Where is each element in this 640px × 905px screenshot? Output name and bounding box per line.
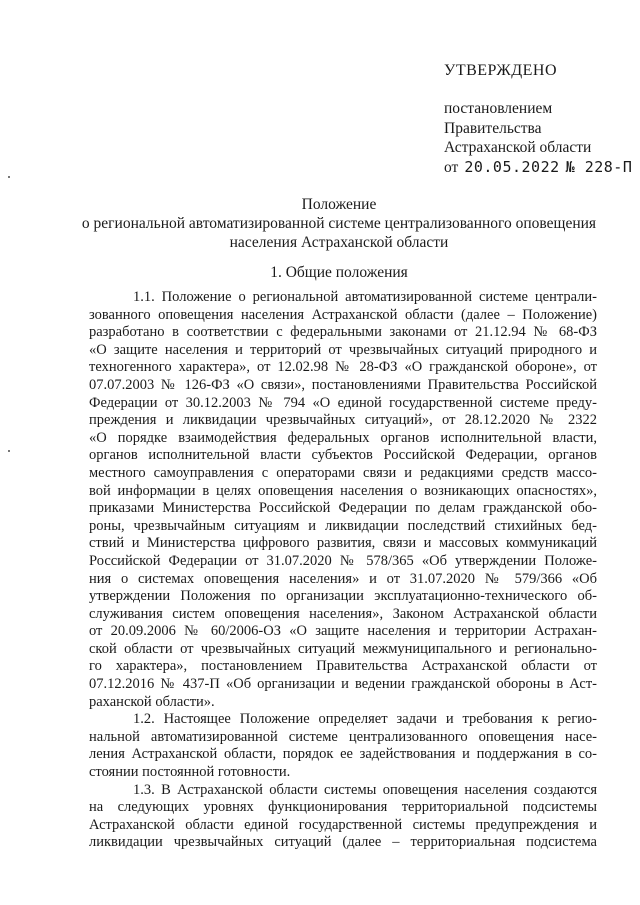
paragraph-line: 1.2. Настоящее Положение определяет задачи и требования к регио-	[133, 711, 597, 728]
scan-dot	[8, 450, 10, 452]
paragraph-line: разработано в соответствии с федеральными законами от 21.12.94 № 68-ФЗ	[89, 324, 597, 341]
paragraph-line: ликвидации чрезвычайных ситуаций (далее – территориальная подсистема	[89, 834, 597, 851]
paragraph-line: Федерации от 30.12.2003 № 794 «О единой государственной системе преду-	[89, 394, 597, 411]
paragraph-line: от 20.09.2006 № 60/2006-ОЗ «О защите населения и территории Астрахан-	[89, 623, 597, 640]
paragraph-line: на следующих уровнях функционирования территориальной подсистемы	[89, 799, 597, 816]
approval-stamp-block	[444, 62, 634, 177]
approval-date-value: 20.05.2022	[464, 157, 560, 176]
paragraph-line: зованного оповещения населения Астраханской области (далее – Положение)	[89, 306, 597, 323]
paragraph-line: 07.12.2016 № 437-П «Об организации и ведении гражданской обороны в Аст-	[89, 676, 597, 693]
paragraph	[89, 289, 597, 711]
approval-title: УТВЕРЖДЕНО	[444, 62, 558, 79]
paragraph-line: ствий и Министерства цифрового развития, связи и массовых коммуникаций	[89, 535, 597, 552]
paragraph	[89, 711, 597, 781]
paragraph-line: го характера», постановлением Правительства Астраханской области от	[89, 658, 597, 675]
paragraph-line: ской области от чрезвычайных ситуаций межмуниципального и регионально-	[89, 640, 597, 657]
document-title	[60, 195, 618, 252]
paragraph	[89, 782, 597, 852]
paragraph-line: вой информации в целях оповещения населения о возникающих опасностях»,	[89, 482, 597, 499]
paragraph-line: роны, чрезвычайным ситуациям и ликвидации последствий стихийных бед-	[89, 517, 597, 534]
approval-number-value: № 228-П	[565, 157, 633, 176]
paragraph-line: ния о системах оповещения населения» и от 31.07.2020 № 579/366 «Об	[89, 570, 597, 587]
paragraph-line: 07.07.2003 № 126-ФЗ «О связи», постановлениями Правительства Российской	[89, 376, 597, 393]
approval-line-2: Правительства	[444, 119, 542, 137]
approval-line-3: Астраханской области	[444, 139, 592, 156]
paragraph-line: Российской Федерации от 31.07.2020 № 578/365 «Об утверждении Положе-	[89, 552, 597, 569]
approval-date-prefix: от	[444, 158, 459, 176]
paragraph-line: стоянии постоянной готовности.	[89, 764, 291, 781]
paragraph-line: служивания систем оповещения населения», Законом Астраханской области	[89, 605, 597, 622]
paragraph-line: «О защите населения и территорий от чрезвычайных ситуаций природного и	[89, 341, 597, 358]
paragraph-line: утверждении Положения по организации эксплуатационно-технического об-	[89, 588, 597, 605]
section-heading: 1. Общие положения	[270, 264, 408, 281]
paragraph-line: приказами Министерства Российской Федерации по делам гражданской обо-	[89, 500, 597, 517]
document-title-line-1: Положение	[301, 196, 377, 213]
approval-line-1: постановлением	[444, 100, 553, 117]
paragraph-line: 1.1. Положение о региональной автоматизированной системе централи-	[133, 289, 597, 305]
body-text	[89, 289, 597, 852]
document-title-line-2: о региональной автоматизированной системе централизованного оповещения	[81, 215, 597, 232]
approval-date-line	[444, 158, 634, 178]
paragraph-line: преждения и ликвидации чрезвычайных ситуаций», от 28.12.2020 № 2322	[89, 412, 597, 429]
document-title-line-3: населения Астраханской области	[229, 234, 449, 251]
paragraph-line: «О порядке взаимодействия федеральных органов исполнительной власти,	[89, 429, 597, 446]
paragraph-line: органов исполнительной власти субъектов Российской Федерации, органов	[89, 447, 597, 464]
paragraph-line: 1.3. В Астраханской области системы оповещения населения создаются	[133, 781, 597, 798]
paragraph-line: раханской области».	[89, 693, 215, 710]
paragraph-line: нальной автоматизированной системе централизованного оповещения насе-	[89, 728, 597, 745]
paragraph-line: ления Астраханской области, порядок ее задействования и поддержания в со-	[89, 746, 597, 763]
scan-dot	[8, 176, 10, 178]
paragraph-line: местного самоуправления с операторами связи и редакциями средств массо-	[89, 464, 597, 481]
paragraph-line: техногенного характера», от 12.02.98 № 28-ФЗ «О гражданской обороне», от	[89, 359, 597, 376]
paragraph-line: Астраханской области единой государственной системы предупреждения и	[89, 816, 597, 833]
